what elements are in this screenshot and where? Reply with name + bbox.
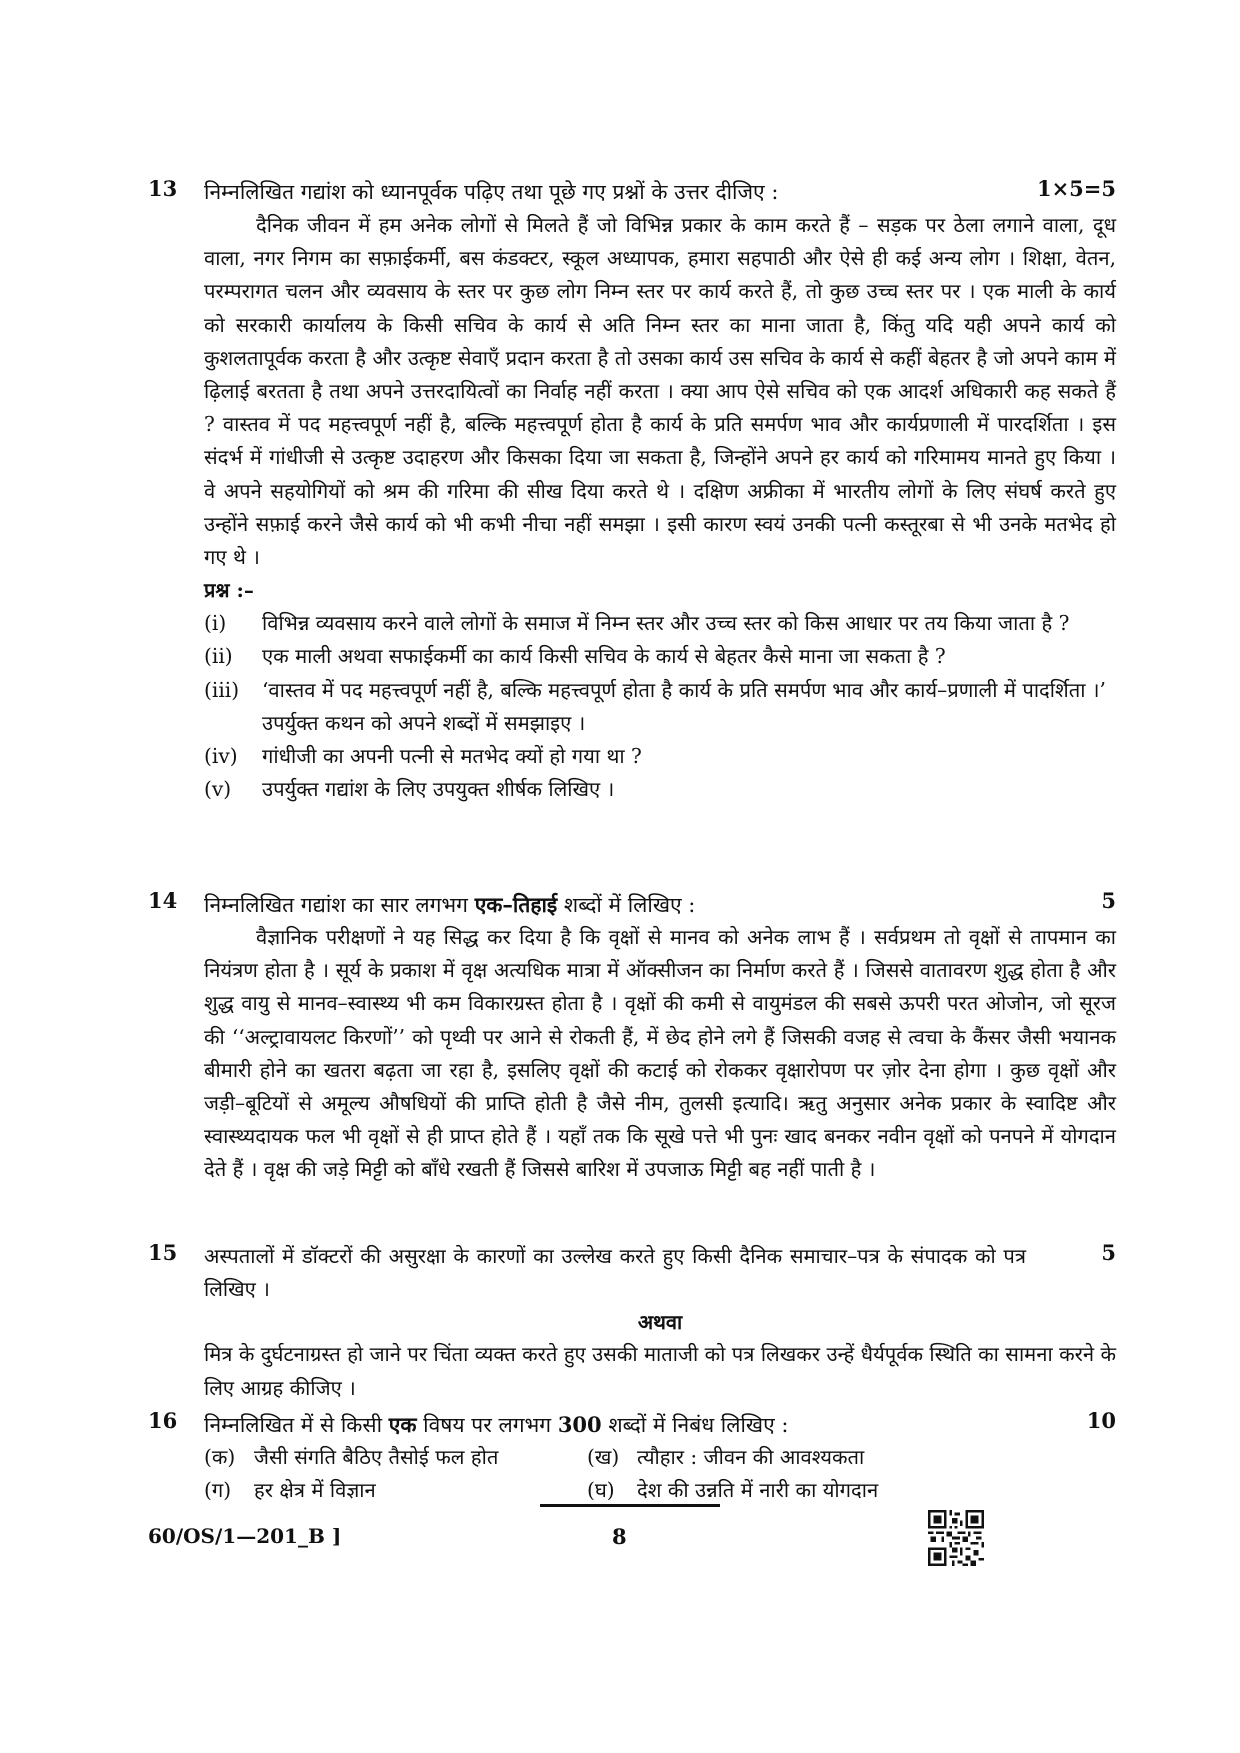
instruction-text: शब्दों में निबंध लिखिए : [601,1413,789,1437]
subquestion-text: गांधीजी का अपनी पत्नी से मतभेद क्यों हो गया था ? [262,744,642,769]
topic-label: (ख) [587,1445,620,1469]
precis-passage: वैज्ञानिक परीक्षणों ने यह सिद्ध कर दिया है कि वृक्षों से मानव को अनेक लाभ हैं । सर्वप्रथम तो वृक्षों से तापमान का नियंत्रण होता है । सूर्य के प्रकाश में वृक्ष अत्यधिक मात्रा में ऑक्सीजन का निर्माण करते हैं । जिससे वातावरण शुद्ध होता है और शुद्ध वायु से मानव–स्वास्थ्य भी कम विकारग्रस्त होता है । वृक्षों की कमी से वायुमंडल की सबसे ऊपरी परत ओजोन, जो सूरज की ‘‘अल्ट्रावायलट किरणों’’ को पृथ्वी पर आने से रोकती हैं, में छेद होने लगे हैं जिसकी वजह से त्वचा के कैंसर जैसी भयानक बीमारी होने का खतरा बढ़ता जा रहा है, इसलिए वृक्षों की कटाई को रोककर वृक्षारोपण पर ज़ोर देना होगा । कुछ वृक्षों और जड़ी–बूटियों से अमूल्य औषधियों की प्राप्ति होती है जैसे नीम, तुलसी इत्यादि। ऋतु अनुसार अनेक प्रकार के स्वादिष्ट और स्वास्थ्यदायक फल भी वृक्षों से ही प्राप्त होते हैं । यहाँ तक कि सूखे पत्ते भी पुनः खाद बनकर नवीन वृक्षों को पनपने में योगदान देते हैं । वृक्ष की जड़े मिट्टी को बाँधे रखती हैं जिससे बारिश में उपजाऊ मिट्टी बह नहीं पाती है । [204,925,1116,1182]
instruction-emphasis: एक–तिहाई [474,892,558,917]
page-number: 8 [612,1524,627,1549]
question-instruction [204,888,1116,921]
question-body [204,888,1116,1187]
question-marks: 5 [1101,888,1116,913]
subquestion-number: (v) [204,777,232,802]
question-number: 16 [148,1408,178,1433]
essay-topic-kha [587,1441,970,1474]
essay-topics-row-1 [204,1441,1116,1474]
subquestion-ii [204,640,1116,673]
question-body [204,176,1116,806]
question-number: 15 [148,1240,178,1265]
essay-topic-ga [204,1474,587,1507]
footer-divider [540,1504,720,1507]
instruction-emphasis: 300 [557,1412,602,1437]
paper-code: 60/OS/1—201_B ] [148,1524,342,1548]
letter-alternative: मित्र के दुर्घटनाग्रस्त हो जाने पर चिंता व्यक्त करते हुए उसकी माताजी को पत्र लिखकर उन्हें धैर्यपूर्वक स्थिति का सामना करने के लिए आग्रह कीजिए । [204,1342,1116,1400]
subquestion-number: (i) [204,611,227,636]
topic-label: (ग) [204,1478,232,1502]
topic-text: देश की उन्नति में नारी का योगदान [637,1478,879,1502]
question-instruction: निम्नलिखित गद्यांश को ध्यानपूर्वक पढ़िए तथा पूछे गए प्रश्नों के उत्तर दीजिए : [204,180,779,204]
question-number: 14 [148,888,178,913]
essay-topic-ka [204,1441,587,1474]
comprehension-passage: दैनिक जीवन में हम अनेक लोगों से मिलते हैं जो विभिन्न प्रकार के काम करते हैं – सड़क पर ठेला लगाने वाला, दूध वाला, नगर निगम का सफ़ाईकर्मी, बस कंडक्टर, स्कूल अध्यापक, हमारा सहपाठी और ऐसे ही कई अन्य लोग । शिक्षा, वेतन, परम्परागत चलन और व्यवसाय के स्तर पर कुछ लोग निम्न स्तर पर कार्य करते हैं, तो कुछ उच्च स्तर पर । एक माली के कार्य को सरकारी कार्यालय के किसी सचिव के कार्य से अति निम्न स्तर का माना जाता है, किंतु यदि यही अपने कार्य को कुशलतापूर्वक करता है और उत्कृष्ट सेवाएँ प्रदान करता है तो उसका कार्य उस सचिव के कार्य से कहीं बेहतर है जो अपने काम में ढ़िलाई बरतता है तथा अपने उत्तरदायित्वों का निर्वाह नहीं करता । क्या आप ऐसे सचिव को एक आदर्श अधिकारी कह सकते हैं ? वास्तव में पद महत्त्वपूर्ण नहीं है, बल्कि महत्त्वपूर्ण होता है कार्य के प्रति समर्पण भाव और कार्यप्रणाली में पारदर्शिता । इस संदर्भ में गांधीजी से उत्कृष्ट उदाहरण और किसका दिया जा सकता है, जिन्होंने अपने हर कार्य को गरिमामय मानते हुए किया । वे अपने सहयोगियों को श्रम की गरिमा की सीख दिया करते थे । दक्षिण अफ्रीका में भारतीय लोगों के लिए संघर्ष करते हुए उन्होंने सफ़ाई करने जैसे कार्य को भी कभी नीचा नहीं समझा । इसी कारण स्वयं उनकी पत्नी कस्तूरबा से भी उनके मतभेद हो गए थे । [204,213,1116,570]
instruction-emphasis: एक [388,1412,417,1437]
subquestion-text: एक माली अथवा सफाईकर्मी का कार्य किसी सचिव के कार्य से बेहतर कैसे माना जा सकता है ? [262,644,946,669]
subquestion-iii [204,674,1116,740]
subquestion-text: उपर्युक्त गद्यांश के लिए उपयुक्त शीर्षक लिखिए । [262,777,615,802]
subquestion-number: (iii) [204,677,240,702]
subquestion-i [204,607,1116,640]
essay-topic-gha [587,1474,970,1507]
letter-prompt: अस्पतालों में डॉक्टरों की असुरक्षा के कारणों का उल्लेख करते हुए किसी दैनिक समाचार–पत्र के संपादक को पत्र लिखिए । [204,1244,1026,1302]
instruction-text: निम्नलिखित में से किसी [204,1413,389,1437]
question-marks: 5 [1101,1240,1116,1265]
subquestion-v [204,773,1116,806]
subquestion-text: ‘वास्तव में पद महत्त्वपूर्ण नहीं है, बल्कि महत्त्वपूर्ण होता है कार्य के प्रति समर्पण भाव और कार्य–प्रणाली में पादर्शिता ।’ [262,677,1106,702]
instruction-text: विषय पर लगभग [416,1413,558,1437]
question-marks: 10 [1086,1408,1116,1433]
topic-label: (क) [204,1445,236,1469]
questions-label: प्रश्न :– [204,578,254,603]
topic-text: त्यौहार : जीवन की आवश्यकता [637,1445,865,1469]
topic-text: जैसी संगति बैठिए तैसोई फल होत [254,1445,499,1469]
question-body [204,1240,1116,1405]
subquestion-number: (ii) [204,644,233,669]
question-body [204,1408,1116,1507]
topic-label: (घ) [587,1478,615,1502]
or-label: अथवा [637,1310,683,1335]
question-instruction [204,1408,1116,1441]
subquestion-iv [204,740,1116,773]
subquestion-number: (iv) [204,744,238,769]
instruction-text: निम्नलिखित गद्यांश का सार लगभग [204,893,475,917]
question-marks: 1×5=5 [1036,176,1116,201]
subquestion-text: विभिन्न व्यवसाय करने वाले लोगों के समाज में निम्न स्तर और उच्च स्तर को किस आधार पर तय किया जाता है ? [262,611,1070,636]
essay-topics-row-2 [204,1474,1116,1507]
subquestion-extra: उपर्युक्त कथन को अपने शब्दों में समझाइए । [262,710,586,735]
question-number: 13 [148,176,178,201]
instruction-text: शब्दों में लिखिए : [557,893,696,917]
qr-code-icon [928,1510,984,1566]
topic-text: हर क्षेत्र में विज्ञान [254,1478,376,1502]
